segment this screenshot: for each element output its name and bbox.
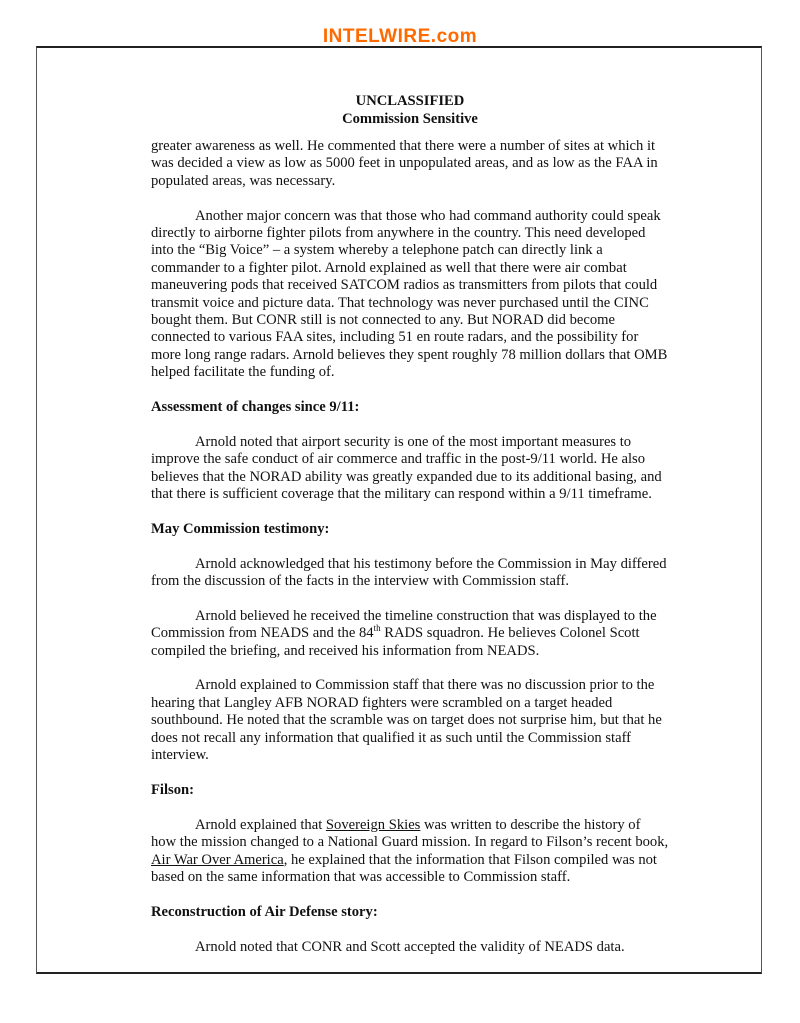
paragraph: Arnold acknowledged that his testimony before the Commission in May differed from the discussion of the facts in the interview with Commission staff. [151, 555, 667, 590]
paragraph: greater awareness as well. He commented that there were a number of sites at which it was decided a view as low as 5000 feet in unpopulated areas, and as low as the FAA in populated areas, was necessary. [151, 138, 658, 189]
paragraph: Arnold noted that airport security is one of the most important measures to improve the safe conduct of air commerce and traffic in the post-9/11 world. He also believes that the NORAD ability was greatly expanded due to its additional basing, and that there is sufficient coverage that the military can respond within a 9/11 timeframe. [151, 433, 662, 503]
sensitivity-label: Commission Sensitive [342, 111, 478, 127]
paragraph [151, 608, 669, 660]
text-run: , he explained that the information that Filson compiled was not based on the same information that was accessible to Commission staff. [151, 851, 657, 885]
intelwire-banner: INTELWIRE.com [322, 26, 478, 47]
text-run: RADS squadron. He believes Colonel Scott compiled the briefing, and received his information from NEADS. [151, 625, 640, 659]
book-title: Air War Over America [151, 851, 284, 868]
superscript: th [373, 623, 381, 634]
paragraph: Arnold explained to Commission staff that there was no discussion prior to the hearing that Langley AFB NORAD fighters were scrambled on a target headed southbound. He noted that the scramble was on target does not surprise him, but that he does not recall any information that qualified it as such until the Commission staff interview. [151, 677, 662, 764]
classification-label: UNCLASSIFIED [355, 93, 465, 109]
paragraph: Another major concern was that those who had command authority could speak directly to airborne fighter pilots from anywhere in the country. This need developed into the “Big Voice” – a system whereby a telephone patch can directly link a commander to a fighter pilot. Arnold explained as well that there were air combat maneuvering pods that received SATCOM radios as transmitters from pilots that could transmit voice and picture data. That technology was never purchased until the CINC bought them. But CONR still is not connected to any. But NORAD did become connected to various FAA sites, including 51 en route radars, and the possibility for more long range radars. Arnold believes they spent roughly 78 million dollars that OMB helped facilitate the funding of. [151, 207, 668, 381]
section-heading: Assessment of changes since 9/11: [151, 399, 360, 416]
text-run: was written to describe the history of how the mission changed to a National Guard mission. In regard to Filson’s recent book, [151, 816, 669, 851]
document-page [151, 92, 669, 973]
section-heading: Reconstruction of Air Defense story: [151, 903, 378, 920]
book-title: Sovereign Skies [325, 816, 421, 833]
classification-header [151, 92, 669, 128]
text-run: Arnold explained that [195, 816, 326, 833]
paragraph: Arnold noted that CONR and Scott accepted the validity of NEADS data. [195, 938, 625, 955]
text-run: Arnold believed he received the timeline construction that was displayed to the Commission from NEADS and the 84 [151, 607, 657, 642]
section-heading: Filson: [151, 781, 194, 798]
paragraph [151, 817, 669, 887]
section-heading: May Commission testimony: [151, 520, 330, 537]
